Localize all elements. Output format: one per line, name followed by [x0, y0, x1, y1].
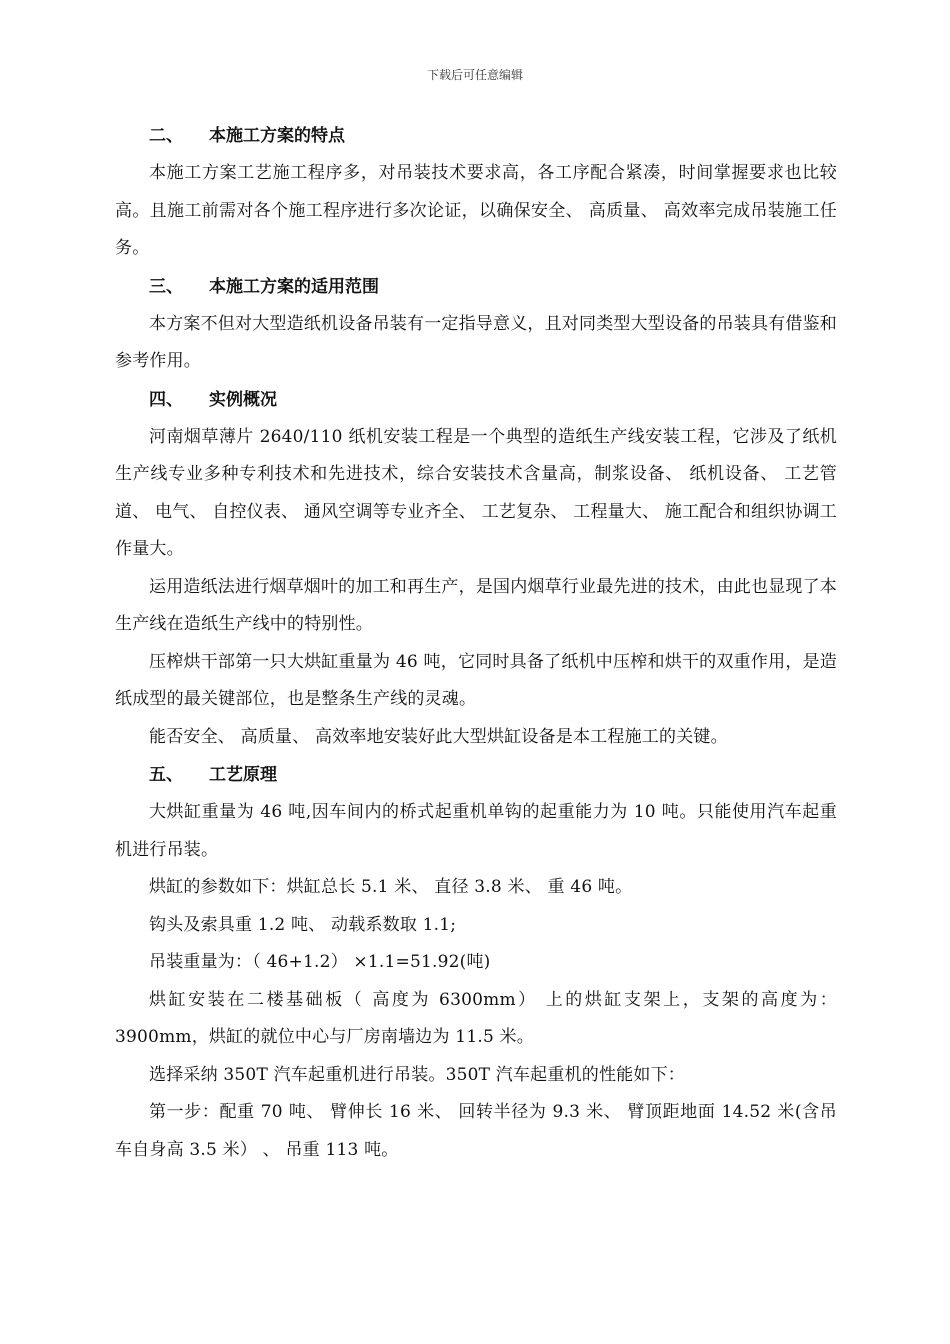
paragraph: 第一步：配重 70 吨、 臂伸长 16 米、 回转半径为 9.3 米、 臂顶距地面 14.52 米(含吊车自身高 3.5 米） 、 吊重 113 吨。	[115, 1102, 837, 1160]
paragraph: 河南烟草薄片 2640/110 纸机安装工程是一个典型的造纸生产线安装工程，它涉及了纸机生产线专业多种专利技术和先进技术，综合安装技术含量高，制浆设备、 纸机设备、 工艺管道、 电气、 自控仪表、 通风空调等专业齐全、 工艺复杂、 工程量大、 施工配合和组织协调工作量大。	[115, 426, 837, 559]
paragraph: 大烘缸重量为 46 吨,因车间内的桥式起重机单钩的起重能力为 10 吨。只能使用汽车起重机进行吊装。	[115, 802, 837, 860]
section-heading-2	[115, 117, 837, 155]
paragraph: 烘缸的参数如下：烘缸总长 5.1 米、 直径 3.8 米、 重 46 吨。	[149, 877, 633, 897]
paragraph: 本方案不但对大型造纸机设备吊装有一定指导意义，且对同类型大型设备的吊装具有借鉴和参考作用。	[115, 313, 837, 371]
section-title: 工艺原理	[209, 765, 277, 785]
document-body	[115, 117, 837, 1169]
section-title: 实例概况	[209, 389, 277, 410]
section-heading-3	[115, 268, 837, 306]
paragraph: 烘缸安装在二楼基础板（ 高度为 6300mm） 上的烘缸支架上，支架的高度为：3900mm，烘缸的就位中心与厂房南墙边为 11.5 米。	[115, 989, 837, 1047]
section-number: 二、	[149, 126, 183, 146]
section-number: 三、	[149, 276, 183, 297]
paragraph: 选择采纳 350T 汽车起重机进行吊装。350T 汽车起重机的性能如下：	[149, 1064, 685, 1085]
section-number: 四、	[149, 389, 183, 410]
paragraph: 运用造纸法进行烟草烟叶的加工和再生产，是国内烟草行业最先进的技术，由此也显现了本生产线在造纸生产线中的特别性。	[115, 576, 837, 634]
paragraph: 能否安全、 高质量、 高效率地安装好此大型烘缸设备是本工程施工的关键。	[149, 726, 728, 747]
page-header-note: 下载后可任意编辑	[426, 68, 523, 82]
section-title: 本施工方案的适用范围	[209, 276, 379, 297]
section-title: 本施工方案的特点	[209, 126, 345, 146]
paragraph: 压榨烘干部第一只大烘缸重量为 46 吨，它同时具备了纸机中压榨和烘干的双重作用，是造纸成型的最关键部位，也是整条生产线的灵魂。	[115, 651, 837, 709]
section-heading-4	[115, 381, 837, 419]
paragraph: 本施工方案工艺施工程序多，对吊装技术要求高，各工序配合紧凑，时间掌握要求也比较高。且施工前需对各个施工程序进行多次论证，以确保安全、 高质量、 高效率完成吊装施工任务。	[115, 163, 837, 258]
section-number: 五、	[149, 765, 183, 785]
paragraph: 吊装重量为：（ 46+1.2） ×1.1=51.92(吨)	[149, 952, 491, 972]
paragraph: 钩头及索具重 1.2 吨、 动载系数取 1.1;	[149, 914, 457, 935]
section-heading-5	[115, 756, 837, 794]
